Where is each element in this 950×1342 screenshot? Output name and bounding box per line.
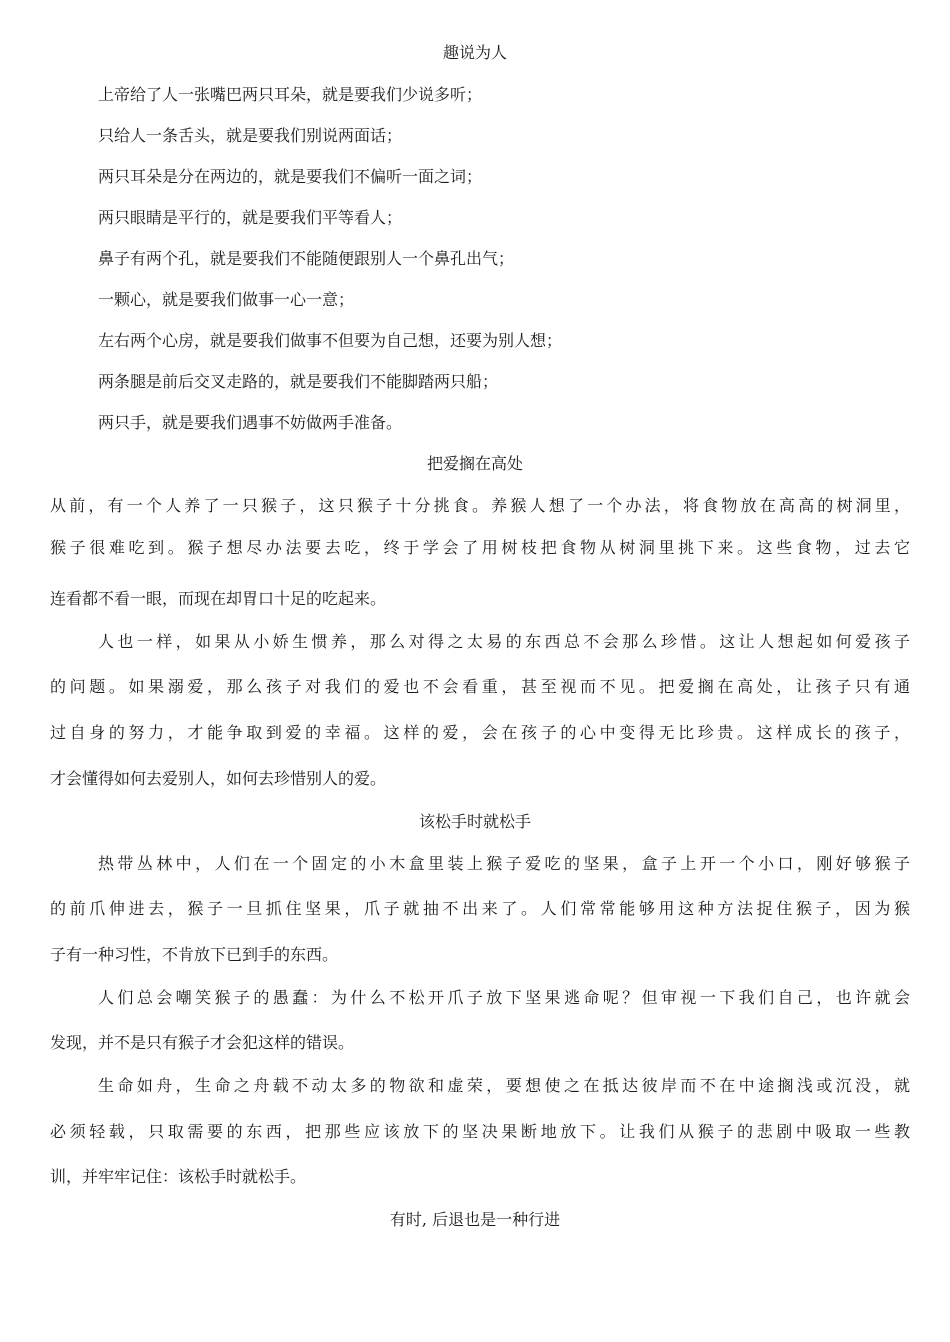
- text-line: 一颗心，就是要我们做事一心一意；: [98, 290, 355, 309]
- text-line: 左右两个心房，就是要我们做事不但要为自己想，还要为别人想；: [98, 331, 563, 350]
- text-line: 发现，并不是只有猴子才会犯这样的错误。: [50, 1033, 355, 1052]
- text-line: 人们总会嘲笑猴子的愚蠢：为什么不松开爪子放下坚果逃命呢？但审视一下我们自己，也许就会: [98, 988, 910, 1007]
- text-line: 两条腿是前后交叉走路的，就是要我们不能脚踏两只船；: [98, 372, 499, 391]
- text-line: 两只耳朵是分在两边的，就是要我们不偏听一面之词；: [98, 167, 483, 186]
- section-title: 该松手时就松手: [418, 812, 531, 831]
- text-line: 的问题。如果溺爱，那么孩子对我们的爱也不会看重，甚至视而不见。把爱搁在高处，让孩子只有通: [50, 677, 910, 696]
- section-title: 有时, 后退也是一种行进: [389, 1210, 561, 1229]
- text-line: 热带丛林中，人们在一个固定的小木盒里装上猴子爱吃的坚果，盒子上开一个小口，刚好够猴子: [98, 854, 910, 873]
- text-line: 的前爪伸进去，猴子一旦抓住坚果，爪子就抽不出来了。人们常常能够用这种方法捉住猴子，因为猴: [50, 899, 910, 918]
- section-title: 把爱搁在高处: [426, 454, 523, 473]
- text-line: 上帝给了人一张嘴巴两只耳朵，就是要我们少说多听；: [98, 85, 483, 104]
- text-line: 必须轻载，只取需要的东西，把那些应该放下的坚决果断地放下。让我们从猴子的悲剧中吸取一些教: [50, 1122, 910, 1141]
- text-line: 子有一种习性，不肯放下已到手的东西。: [50, 945, 339, 964]
- text-line: 训，并牢牢记住：该松手时就松手。: [50, 1167, 307, 1186]
- text-line: 生命如舟，生命之舟载不动太多的物欲和虚荣，要想使之在抵达彼岸而不在中途搁浅或沉没，就: [98, 1076, 910, 1095]
- text-line: 两只眼睛是平行的，就是要我们平等看人；: [98, 208, 403, 227]
- text-line: 两只手，就是要我们遇事不妨做两手准备。: [98, 413, 403, 432]
- text-line: 猴子很难吃到。猴子想尽办法要去吃，终于学会了用树枝把食物从树洞里挑下来。这些食物，过去它: [50, 538, 910, 557]
- text-line: 人也一样，如果从小娇生惯养，那么对得之太易的东西总不会那么珍惜。这让人想起如何爱孩子: [98, 632, 910, 651]
- text-line: 过自身的努力，才能争取到爱的幸福。这样的爱，会在孩子的心中变得无比珍贵。这样成长的孩子，: [50, 723, 910, 742]
- text-line: 连看都不看一眼，而现在却胃口十足的吃起来。: [50, 589, 387, 608]
- section-title: 趣说为人: [442, 43, 507, 62]
- text-line: 鼻子有两个孔，就是要我们不能随便跟别人一个鼻孔出气；: [98, 249, 515, 268]
- text-line: 只给人一条舌头，就是要我们别说两面话；: [98, 126, 403, 145]
- text-line: 才会懂得如何去爱别人，如何去珍惜别人的爱。: [50, 769, 387, 788]
- text-line: 从前，有一个人养了一只猴子，这只猴子十分挑食。养猴人想了一个办法，将食物放在高高的树洞里，: [50, 496, 910, 515]
